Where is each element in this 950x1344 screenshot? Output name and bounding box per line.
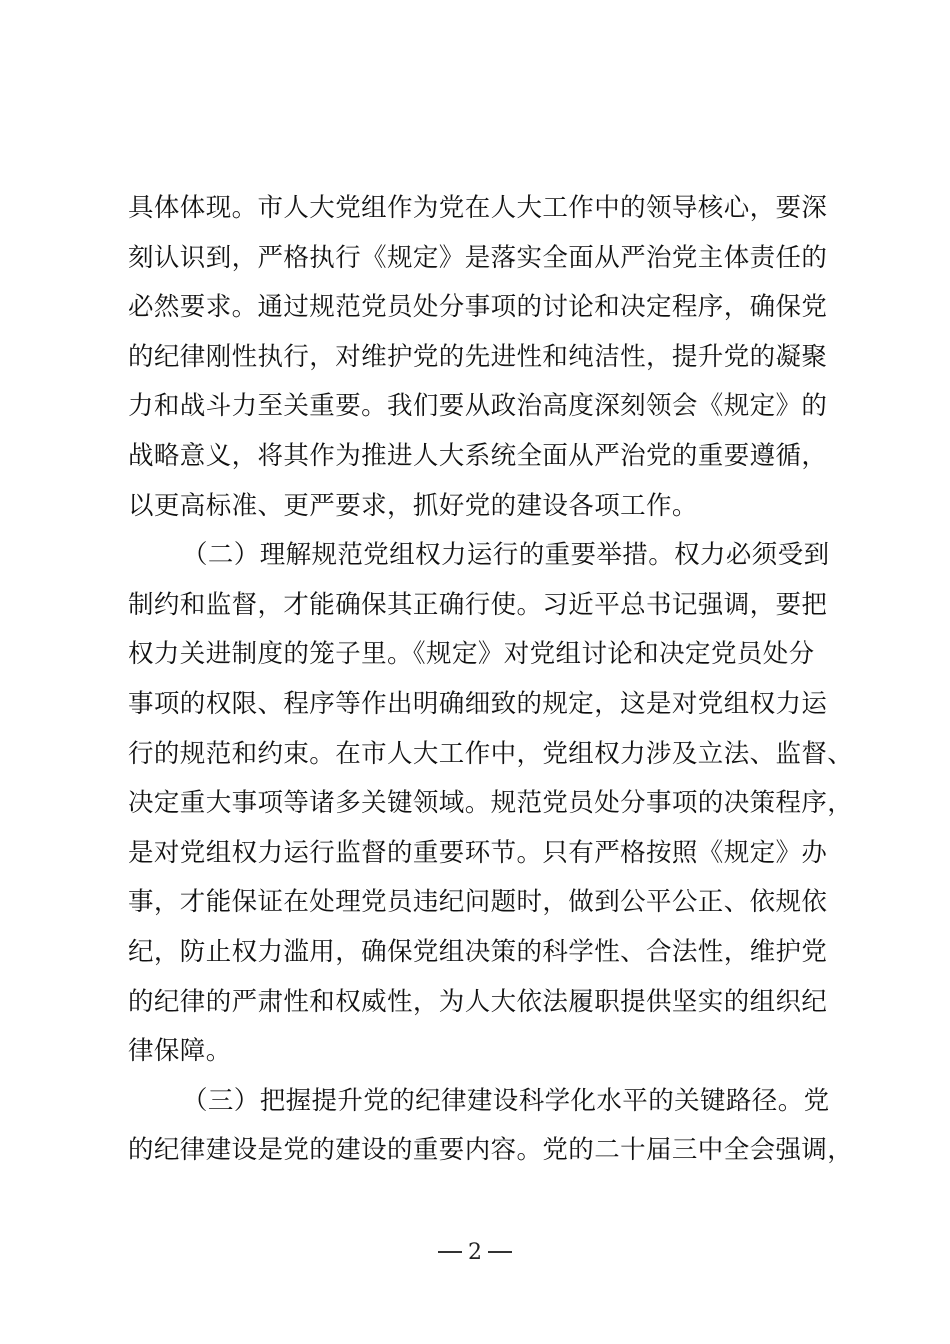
text-line: 权力关进制度的笼子里。《规定》对党组讨论和决定党员处分	[128, 639, 815, 670]
text-line: 刻认识到，严格执行《规定》是落实全面从严治党主体责任的	[128, 242, 828, 273]
text-line: 行的规范和约束。在市人大工作中，党组权力涉及立法、监督、	[128, 738, 854, 769]
text-line: 力和战斗力至关重要。我们要从政治高度深刻领会《规定》的	[128, 391, 828, 422]
text-line: 的纪律建设是党的建设的重要内容。党的二十届三中全会强调，	[128, 1135, 854, 1166]
page-number: 2	[468, 1240, 482, 1265]
paragraph-start-line: （三）把握提升党的纪律建设科学化水平的关键路径。党	[182, 1085, 830, 1116]
paragraph-start-line: （二）理解规范党组权力运行的重要举措。权力必须受到	[182, 540, 830, 571]
text-line: 是对党组权力运行监督的重要环节。只有严格按照《规定》办	[128, 837, 828, 868]
body-text	[128, 184, 854, 1176]
text-line: 决定重大事项等诸多关键领域。规范党员处分事项的决策程序，	[128, 788, 854, 819]
page-footer	[0, 1238, 950, 1268]
text-line: 律保障。	[128, 1036, 232, 1067]
text-line: 战略意义，将其作为推进人大系统全面从严治党的重要遵循，	[128, 440, 828, 471]
text-line: 制约和监督，才能确保其正确行使。习近平总书记强调，要把	[128, 589, 828, 620]
text-line: 事，才能保证在处理党员违纪问题时，做到公平公正、依规依	[128, 887, 828, 918]
footer-dash-left	[438, 1251, 462, 1253]
text-line: 以更高标准、更严要求，抓好党的建设各项工作。	[128, 490, 698, 521]
text-line: 纪，防止权力滥用，确保党组决策的科学性、合法性，维护党	[128, 936, 828, 967]
text-line: 必然要求。通过规范党员处分事项的讨论和决定程序，确保党	[128, 292, 828, 323]
text-line: 的纪律的严肃性和权威性，为人大依法履职提供坚实的组织纪	[128, 986, 828, 1017]
text-line: 的纪律刚性执行，对维护党的先进性和纯洁性，提升党的凝聚	[128, 341, 828, 372]
text-line: 具体体现。市人大党组作为党在人大工作中的领导核心，要深	[128, 193, 828, 223]
text-line: 事项的权限、程序等作出明确细致的规定，这是对党组权力运	[128, 688, 828, 719]
footer-dash-right	[488, 1251, 512, 1253]
